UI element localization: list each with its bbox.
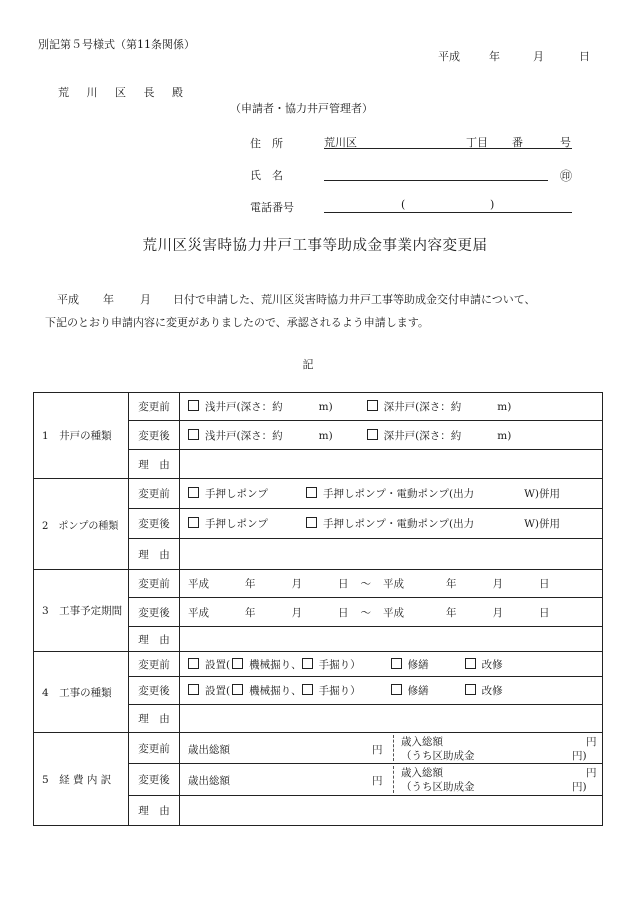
section-1-label: 1 井戸の種類 xyxy=(34,393,129,479)
s5-before-value[interactable] xyxy=(180,733,603,764)
body-line-2: 下記のとおり申請内容に変更がありましたので、承認されるよう申請します。 xyxy=(45,316,429,329)
repair-label: 修繕 xyxy=(407,658,429,671)
yen-unit: 円 xyxy=(586,736,597,748)
install-label: 設置( xyxy=(205,685,231,697)
period-month: 月 xyxy=(492,578,503,590)
s2-reason-field[interactable] xyxy=(180,539,603,570)
s5-before-label: 変更前 xyxy=(129,733,180,764)
period-era: 平成 xyxy=(188,606,209,619)
yen-unit: 円 xyxy=(372,744,383,756)
unit-label: m) xyxy=(497,401,512,413)
s4-reason-label: 理 由 xyxy=(129,705,180,733)
go-label: 号 xyxy=(560,136,571,149)
budget-divider xyxy=(393,766,394,793)
checkbox-deep-well-after[interactable] xyxy=(367,429,378,440)
hand-dig-label: 手掘り） xyxy=(318,685,361,697)
phone-label: 電話番号 xyxy=(250,201,294,214)
body-month: 月 xyxy=(140,293,151,306)
combo-pump-label: 手押しポンプ・電動ポンプ(出力 xyxy=(323,488,475,500)
s2-before-value[interactable] xyxy=(180,479,603,509)
s2-after-value[interactable] xyxy=(180,509,603,539)
s4-before-label: 変更前 xyxy=(129,652,180,677)
machine-dig-label: 機械掘り、 xyxy=(249,685,302,697)
deep-well-label: 深井戸(深さ：約 xyxy=(383,429,462,442)
period-month: 月 xyxy=(492,606,503,619)
s3-before-label: 変更前 xyxy=(129,570,180,598)
change-details-table xyxy=(33,392,603,826)
checkbox-deep-well-before[interactable] xyxy=(367,400,378,411)
section-2-label: 2 ポンプの種類 xyxy=(34,479,129,570)
subsidy-label: （うち区助成金 xyxy=(401,750,475,762)
hand-pump-label: 手押しポンプ xyxy=(205,518,268,530)
body-year: 年 xyxy=(103,293,114,306)
checkbox-remodel-before[interactable] xyxy=(465,658,476,669)
watt-label: W)併用 xyxy=(524,488,560,500)
shallow-well-label: 浅井戸(深さ：約 xyxy=(205,401,283,413)
s3-before-value[interactable] xyxy=(180,570,603,598)
s2-before-label: 変更前 xyxy=(129,479,180,509)
period-era: 平成 xyxy=(188,578,209,590)
expense-total-label: 歳出総額 xyxy=(188,775,230,787)
income-total-label: 歳入総額 xyxy=(401,736,443,748)
checkbox-hand-dig-before[interactable] xyxy=(302,658,313,669)
s1-before-value[interactable] xyxy=(180,393,603,421)
watt-label: W)併用 xyxy=(524,518,560,530)
checkbox-repair-after[interactable] xyxy=(391,684,402,695)
yen-paren-unit: 円) xyxy=(572,781,587,793)
s1-after-value[interactable] xyxy=(180,421,603,450)
checkbox-remodel-after[interactable] xyxy=(465,684,476,695)
address-label: 住 所 xyxy=(250,137,283,150)
s1-before-label: 変更前 xyxy=(129,393,180,421)
s4-before-value[interactable] xyxy=(180,652,603,677)
document-title: 荒川区災害時協力井戸工事等助成金事業内容変更届 xyxy=(142,238,488,254)
expense-total-label: 歳出総額 xyxy=(188,744,230,756)
checkbox-hand-pump-after[interactable] xyxy=(188,517,199,528)
s3-after-value[interactable] xyxy=(180,598,603,627)
s1-after-label: 変更後 xyxy=(129,421,180,450)
repair-label: 修繕 xyxy=(407,685,429,697)
remodel-label: 改修 xyxy=(481,685,503,697)
tilde-separator: ～ xyxy=(360,606,371,619)
yen-unit: 円 xyxy=(586,767,597,779)
period-year: 年 xyxy=(446,606,457,619)
s4-reason-field[interactable] xyxy=(180,705,603,733)
date-era: 平成 xyxy=(438,50,460,63)
section-4-label: 4 工事の種類 xyxy=(34,652,129,733)
period-day: 日 xyxy=(338,578,349,590)
s2-reason-label: 理 由 xyxy=(129,539,180,570)
period-year: 年 xyxy=(245,578,256,590)
period-era: 平成 xyxy=(383,578,404,590)
date-year: 年 xyxy=(489,50,500,63)
section-3-label: 3 工事予定期間 xyxy=(34,570,129,652)
body-rest: 日付で申請した、荒川区災害時協力井戸工事等助成金交付申請について、 xyxy=(173,293,536,306)
s4-after-value[interactable] xyxy=(180,677,603,705)
name-field[interactable] xyxy=(324,166,548,181)
unit-label: m) xyxy=(318,401,333,413)
s1-reason-label: 理 由 xyxy=(129,450,180,479)
s3-after-label: 変更後 xyxy=(129,598,180,627)
period-year: 年 xyxy=(245,606,256,619)
seal-mark: ㊞ xyxy=(560,169,573,183)
combo-pump-label: 手押しポンプ・電動ポンプ(出力 xyxy=(323,518,475,530)
checkbox-combo-pump-after[interactable] xyxy=(306,517,317,528)
s5-reason-label: 理 由 xyxy=(129,796,180,826)
phone-paren-close: ) xyxy=(490,198,495,211)
s4-after-label: 変更後 xyxy=(129,677,180,705)
unit-label: m) xyxy=(497,429,512,442)
form-number-label: 別記第５号様式（第11条関係） xyxy=(38,38,195,51)
checkbox-hand-dig-after[interactable] xyxy=(302,684,313,695)
hand-dig-label: 手掘り） xyxy=(318,658,361,671)
period-day: 日 xyxy=(338,606,349,619)
address-field[interactable] xyxy=(324,134,572,149)
checkbox-combo-pump-before[interactable] xyxy=(306,487,317,498)
s3-reason-label: 理 由 xyxy=(129,627,180,652)
period-day: 日 xyxy=(539,578,550,590)
period-era: 平成 xyxy=(383,606,404,619)
section-5-label: 5 経 費 内 訳 xyxy=(34,733,129,826)
machine-dig-label: 機械掘り、 xyxy=(249,658,302,671)
period-month: 月 xyxy=(291,578,302,590)
applicant-caption: （申請者・協力井戸管理者） xyxy=(230,102,373,115)
period-month: 月 xyxy=(291,606,302,619)
yen-paren-unit: 円) xyxy=(572,750,587,762)
income-total-label: 歳入総額 xyxy=(401,767,443,779)
checkbox-shallow-well-after[interactable] xyxy=(188,429,199,440)
chome-label: 丁目 xyxy=(466,136,488,149)
name-label: 氏 名 xyxy=(250,169,283,182)
subsidy-label: （うち区助成金 xyxy=(401,781,475,793)
period-year: 年 xyxy=(446,578,457,590)
period-day: 日 xyxy=(539,606,550,619)
checkbox-install-before[interactable] xyxy=(188,658,199,669)
budget-divider xyxy=(393,735,394,761)
remodel-label: 改修 xyxy=(481,658,503,671)
body-line-1 xyxy=(57,291,536,307)
date-day: 日 xyxy=(579,50,590,63)
install-label: 設置( xyxy=(205,658,231,671)
phone-field[interactable] xyxy=(324,198,572,213)
shallow-well-label: 浅井戸(深さ：約 xyxy=(205,429,283,442)
body-era: 平成 xyxy=(57,293,79,306)
s5-reason-field[interactable] xyxy=(180,796,603,826)
s5-after-value[interactable] xyxy=(180,764,603,796)
checkbox-repair-before[interactable] xyxy=(391,658,402,669)
yen-unit: 円 xyxy=(372,775,383,787)
unit-label: m) xyxy=(318,429,333,442)
s1-reason-field[interactable] xyxy=(180,450,603,479)
deep-well-label: 深井戸(深さ：約 xyxy=(383,401,462,413)
checkbox-install-after[interactable] xyxy=(188,684,199,695)
address-value: 荒川区 xyxy=(324,136,357,149)
checkbox-machine-dig-before[interactable] xyxy=(232,658,243,669)
hand-pump-label: 手押しポンプ xyxy=(205,488,268,500)
ki-label: 記 xyxy=(302,358,314,371)
tilde-separator: ～ xyxy=(360,578,371,590)
phone-paren-open: ( xyxy=(401,198,406,211)
s5-after-label: 変更後 xyxy=(129,764,180,796)
s3-reason-field[interactable] xyxy=(180,627,603,652)
checkbox-machine-dig-after[interactable] xyxy=(232,684,243,695)
s2-after-label: 変更後 xyxy=(129,509,180,539)
submission-date xyxy=(438,48,590,64)
ban-label: 番 xyxy=(512,136,523,149)
checkbox-shallow-well-before[interactable] xyxy=(188,400,199,411)
checkbox-hand-pump-before[interactable] xyxy=(188,487,199,498)
date-month: 月 xyxy=(533,50,544,63)
addressee: 荒 川 区 長 殿 xyxy=(58,86,190,99)
